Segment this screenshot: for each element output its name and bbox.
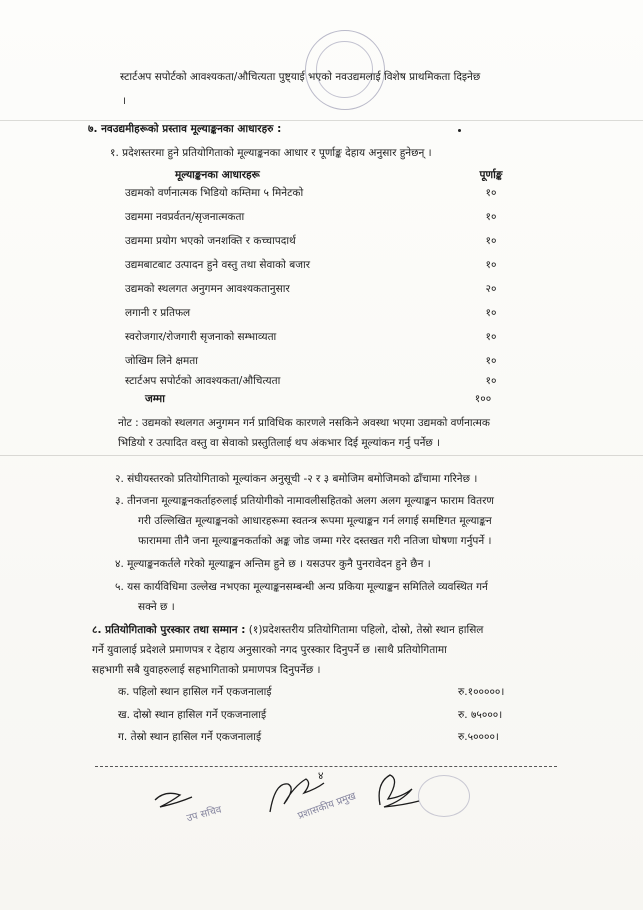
section-7-item-3-line-3: फाराममा तीनै जना मूल्याङ्कनकर्ताको अङ्क जोड जम्मा गरेर दस्तखत गरी नतिजा घोषणा गर्नुपर्ने । — [138, 535, 492, 547]
section-7-item-5-line-1: ५. यस कार्यविधिमा उल्लेख नभएका मूल्याङ्कनसम्बन्धी अन्य प्रकिया मूल्याङ्कन समितिले व्यवस्थित गर्न — [115, 581, 488, 593]
prize-third-label: ग. तेस्रो स्थान हासिल गर्ने एकजनालाई — [118, 731, 262, 743]
prize-first-amount: रु.१०००००। — [458, 686, 505, 698]
prize-first-label: क. पहिलो स्थान हासिल गर्ने एकजनालाई — [118, 686, 272, 698]
section-8-line-2: गर्ने युवालाई प्रदेशले प्रमाणपत्र र देहाय अनुसारको नगद पुरस्कार दिनुपर्ने छ ।साथै प्रतियोगितामा — [92, 644, 447, 656]
table-total-value: १०० — [474, 393, 492, 405]
stamp-bottom — [418, 775, 470, 817]
table-row-marks: १० — [485, 355, 497, 367]
section-7-title: ७. नवउद्यमीहरूको प्रस्ताव मूल्याङ्कनका आधारहरु : — [88, 123, 282, 135]
prize-second-amount: रु. ७५०००। — [458, 709, 503, 721]
table-row-marks: १० — [485, 211, 497, 223]
header-line: स्टार्टअप सपोर्टको आवश्यकता/औचित्यता पुष्ट्याई भएको नवउद्यमलाई विशेष प्राथमिकता दिइनेछ — [120, 71, 481, 83]
signature-marks — [155, 775, 419, 812]
section-7-item-4: ४. मूल्याङ्कनकर्तले गरेको मूल्याङ्कन अन्तिम हुने छ । यसउपर कुनै पुनरावेदन हुने छैन । — [115, 558, 431, 570]
note-line-2: भिडियो र उत्पादित वस्तु वा सेवाको प्रस्तुतिलाई थप अंकभार दिई मूल्यांकन गर्नु पर्नेछ । — [118, 437, 441, 449]
table-row-label: उद्यमको स्थलगत अनुगमन आवश्यकतानुसार — [125, 283, 290, 295]
section-8-line-1-rest: (१)प्रदेशस्तरीय प्रतियोगितामा पहिलो, दोस्रो, तेस्रो स्थान हासिल — [248, 624, 484, 636]
table-row-label: उद्यमको वर्णनात्मक भिडियो कम्तिमा ५ मिनेटको — [125, 187, 304, 199]
prize-third-amount: रु.५००००। — [458, 731, 499, 743]
table-header-marks: पूर्णाङ्क — [479, 169, 503, 181]
table-row-marks: २० — [485, 283, 497, 295]
table-row-marks: १० — [485, 331, 497, 343]
table-row-label: स्वरोजगार/रोजगारी सृजनाको सम्भाव्यता — [125, 331, 277, 343]
page-number: ४ — [318, 770, 324, 782]
table-row-marks: १० — [485, 235, 497, 247]
table-row-label: लगानी र प्रतिफल — [125, 307, 191, 319]
section-7-item-5-line-2: सक्ने छ । — [138, 601, 175, 613]
table-row-marks: १० — [485, 307, 497, 319]
section-7-item-2: २. संघीयस्तरको प्रतियोगिताको मूल्यांकन अनुसूची -२ र ३ बमोजिम बमोजिमको ढाँचामा गरिनेछ । — [115, 473, 478, 485]
table-row-label: स्टार्टअप सपोर्टको आवश्यकता/औचित्यता — [125, 375, 281, 387]
note-line-1: नोट : उद्यमको स्थलगत अनुगमन गर्न प्राविधिक कारणले नसकिने अवस्था भएमा उद्यमको वर्णनात्मक — [118, 417, 490, 429]
section-8-line-3: सहभागी सबै युवाहरुलाई सहभागिताको प्रमाणपत्र दिनुपर्नेछ । — [92, 664, 321, 676]
table-row-marks: १० — [485, 187, 497, 199]
table-row-label: जोखिम लिने क्षमता — [125, 355, 198, 367]
header-line-end: । — [122, 95, 126, 107]
table-row-label: उद्यममा नवप्रर्वतन/सृजनात्मकता — [125, 211, 245, 223]
table-row-marks: १० — [485, 259, 497, 271]
signature-deputy-secretary: उप सचिव — [185, 804, 223, 825]
section-8-title: ८. प्रतियोगिताको पुरस्कार तथा सम्मान : — [92, 624, 246, 636]
table-total-label: जम्मा — [145, 393, 165, 405]
section-7-item-1: १. प्रदेशस्तरमा हुने प्रतियोगिताको मूल्याङ्कनका आधार र पूर्णाङ्क देहाय अनुसार हुनेछन् । — [110, 147, 432, 159]
signature-chief-administrative: प्रशासकीय प्रमुख — [296, 790, 358, 823]
table-header-basis: मूल्याङ्कनका आधारहरू — [175, 169, 260, 181]
prize-second-label: ख. दोस्रो स्थान हासिल गर्ने एकजनालाई — [118, 709, 267, 721]
section-7-item-3-line-1: ३. तीनजना मूल्याङ्कनकर्ताहरुलाई प्रतियोगीको नामावलीसहितको अलग अलग मूल्याङ्कन फाराम वितरण — [115, 495, 494, 507]
section-7-item-3-line-2: गरी उल्लिखित मूल्याङ्कनको आधारहरूमा स्वतन्त्र रूपमा मूल्याङ्कन गर्न लगाई समष्टिगत मूल्याङ्कन — [138, 515, 492, 527]
table-row-label: उद्यममा प्रयोग भएको जनशक्ति र कच्चापदार्थ — [125, 235, 296, 247]
table-row-label: उद्यमबाटबाट उत्पादन हुने वस्तु तथा सेवाको बजार — [125, 259, 311, 271]
table-row-marks: १० — [485, 375, 497, 387]
